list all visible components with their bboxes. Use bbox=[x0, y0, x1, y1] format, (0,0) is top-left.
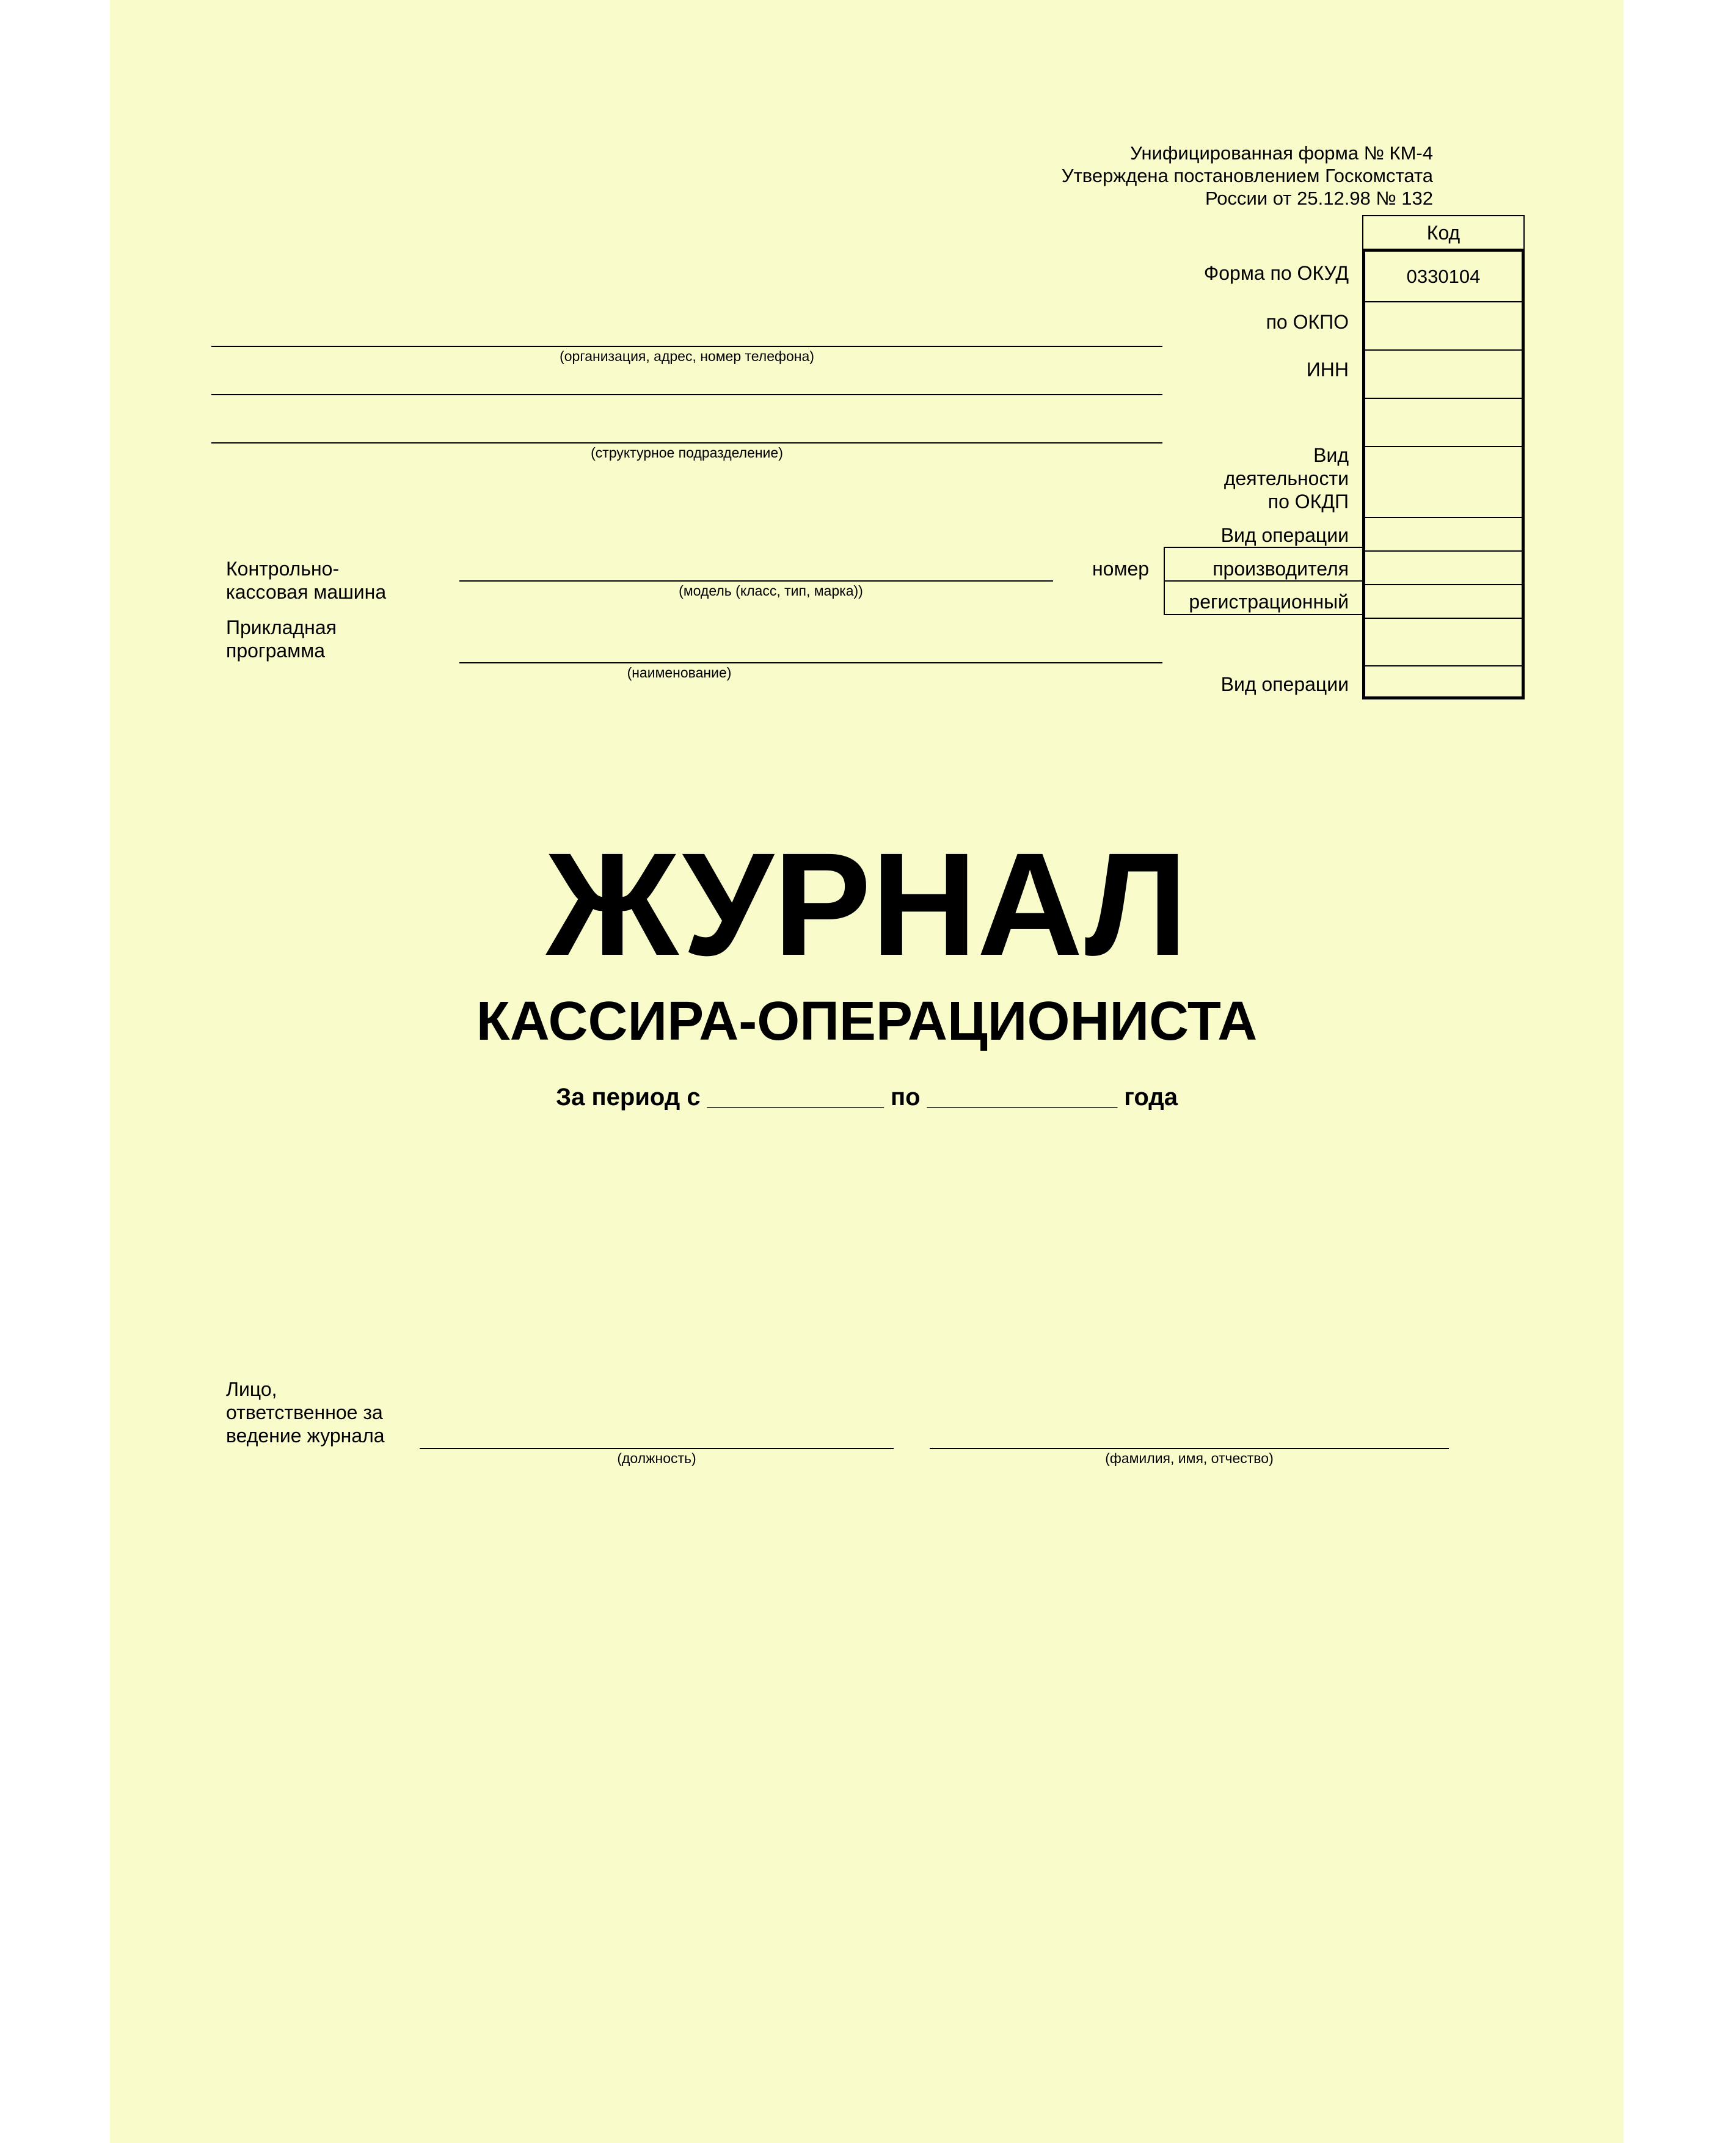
code-header: Код bbox=[1362, 215, 1525, 249]
page-subtitle: КАССИРА-ОПЕРАЦИОНИСТА bbox=[476, 991, 1258, 1052]
kkm-line[interactable] bbox=[459, 580, 1053, 582]
code-operation2-cell[interactable] bbox=[1365, 665, 1522, 699]
name-caption: (фамилия, имя, отчество) bbox=[1105, 1450, 1274, 1466]
code-inn-cell[interactable] bbox=[1365, 349, 1522, 398]
operation-label: Вид операции bbox=[1220, 524, 1349, 546]
code-operation-cell[interactable] bbox=[1365, 517, 1522, 550]
form-approved-line: Утверждена постановлением Госкомстата bbox=[1061, 165, 1433, 186]
operation2-label: Вид операции bbox=[1220, 673, 1349, 695]
code-manufacturer-cell[interactable] bbox=[1365, 550, 1522, 584]
code-registration-cell[interactable] bbox=[1365, 584, 1522, 618]
dept-line[interactable] bbox=[211, 442, 1162, 444]
nomer-subtable-mid bbox=[1164, 580, 1362, 582]
form-date-line: России от 25.12.98 № 132 bbox=[1205, 188, 1433, 209]
okud-label: Форма по ОКУД bbox=[1203, 262, 1349, 284]
nomer-subtable-left bbox=[1164, 547, 1165, 615]
period-line: За период с _____________ по ______________ года bbox=[556, 1084, 1178, 1111]
app-line[interactable] bbox=[459, 662, 1162, 663]
code-extra-cell[interactable] bbox=[1365, 398, 1522, 446]
form-page bbox=[110, 0, 1624, 2143]
code-okdp-cell[interactable] bbox=[1365, 446, 1522, 517]
position-caption: (должность) bbox=[617, 1450, 696, 1466]
manufacturer-label: производителя bbox=[1213, 558, 1349, 580]
responsible-label: Лицо, ответственное за ведение журнала bbox=[226, 1378, 385, 1447]
code-okpo-cell[interactable] bbox=[1365, 301, 1522, 349]
form-header bbox=[1062, 142, 1433, 210]
code-okud-cell[interactable]: 0330104 bbox=[1406, 265, 1481, 287]
name-line[interactable] bbox=[930, 1448, 1449, 1449]
kkm-caption: (модель (класс, тип, марка)) bbox=[679, 583, 863, 599]
code-empty-cell[interactable] bbox=[1365, 618, 1522, 665]
kkm-label: Контрольно- кассовая машина bbox=[226, 558, 387, 603]
org-line[interactable] bbox=[211, 346, 1162, 347]
inn-label: ИНН bbox=[1306, 359, 1349, 381]
app-caption: (наименование) bbox=[627, 665, 732, 681]
nomer-subtable-top bbox=[1164, 547, 1362, 548]
form-unified-line: Унифицированная форма № КМ-4 bbox=[1130, 142, 1433, 164]
registration-label: регистрационный bbox=[1189, 591, 1349, 613]
position-line[interactable] bbox=[420, 1448, 894, 1449]
org-line-2[interactable] bbox=[211, 394, 1162, 395]
page-title: ЖУРНАЛ bbox=[545, 822, 1188, 986]
okdp-label: Вид деятельности по ОКДП bbox=[1224, 444, 1349, 513]
dept-caption: (структурное подразделение) bbox=[591, 445, 783, 461]
app-label: Прикладная программа bbox=[226, 616, 337, 662]
org-caption: (организация, адрес, номер телефона) bbox=[560, 348, 814, 364]
nomer-label: номер bbox=[1092, 558, 1150, 580]
nomer-subtable-bottom bbox=[1164, 614, 1362, 615]
code-table bbox=[1362, 249, 1525, 699]
okpo-label: по ОКПО bbox=[1266, 311, 1349, 333]
